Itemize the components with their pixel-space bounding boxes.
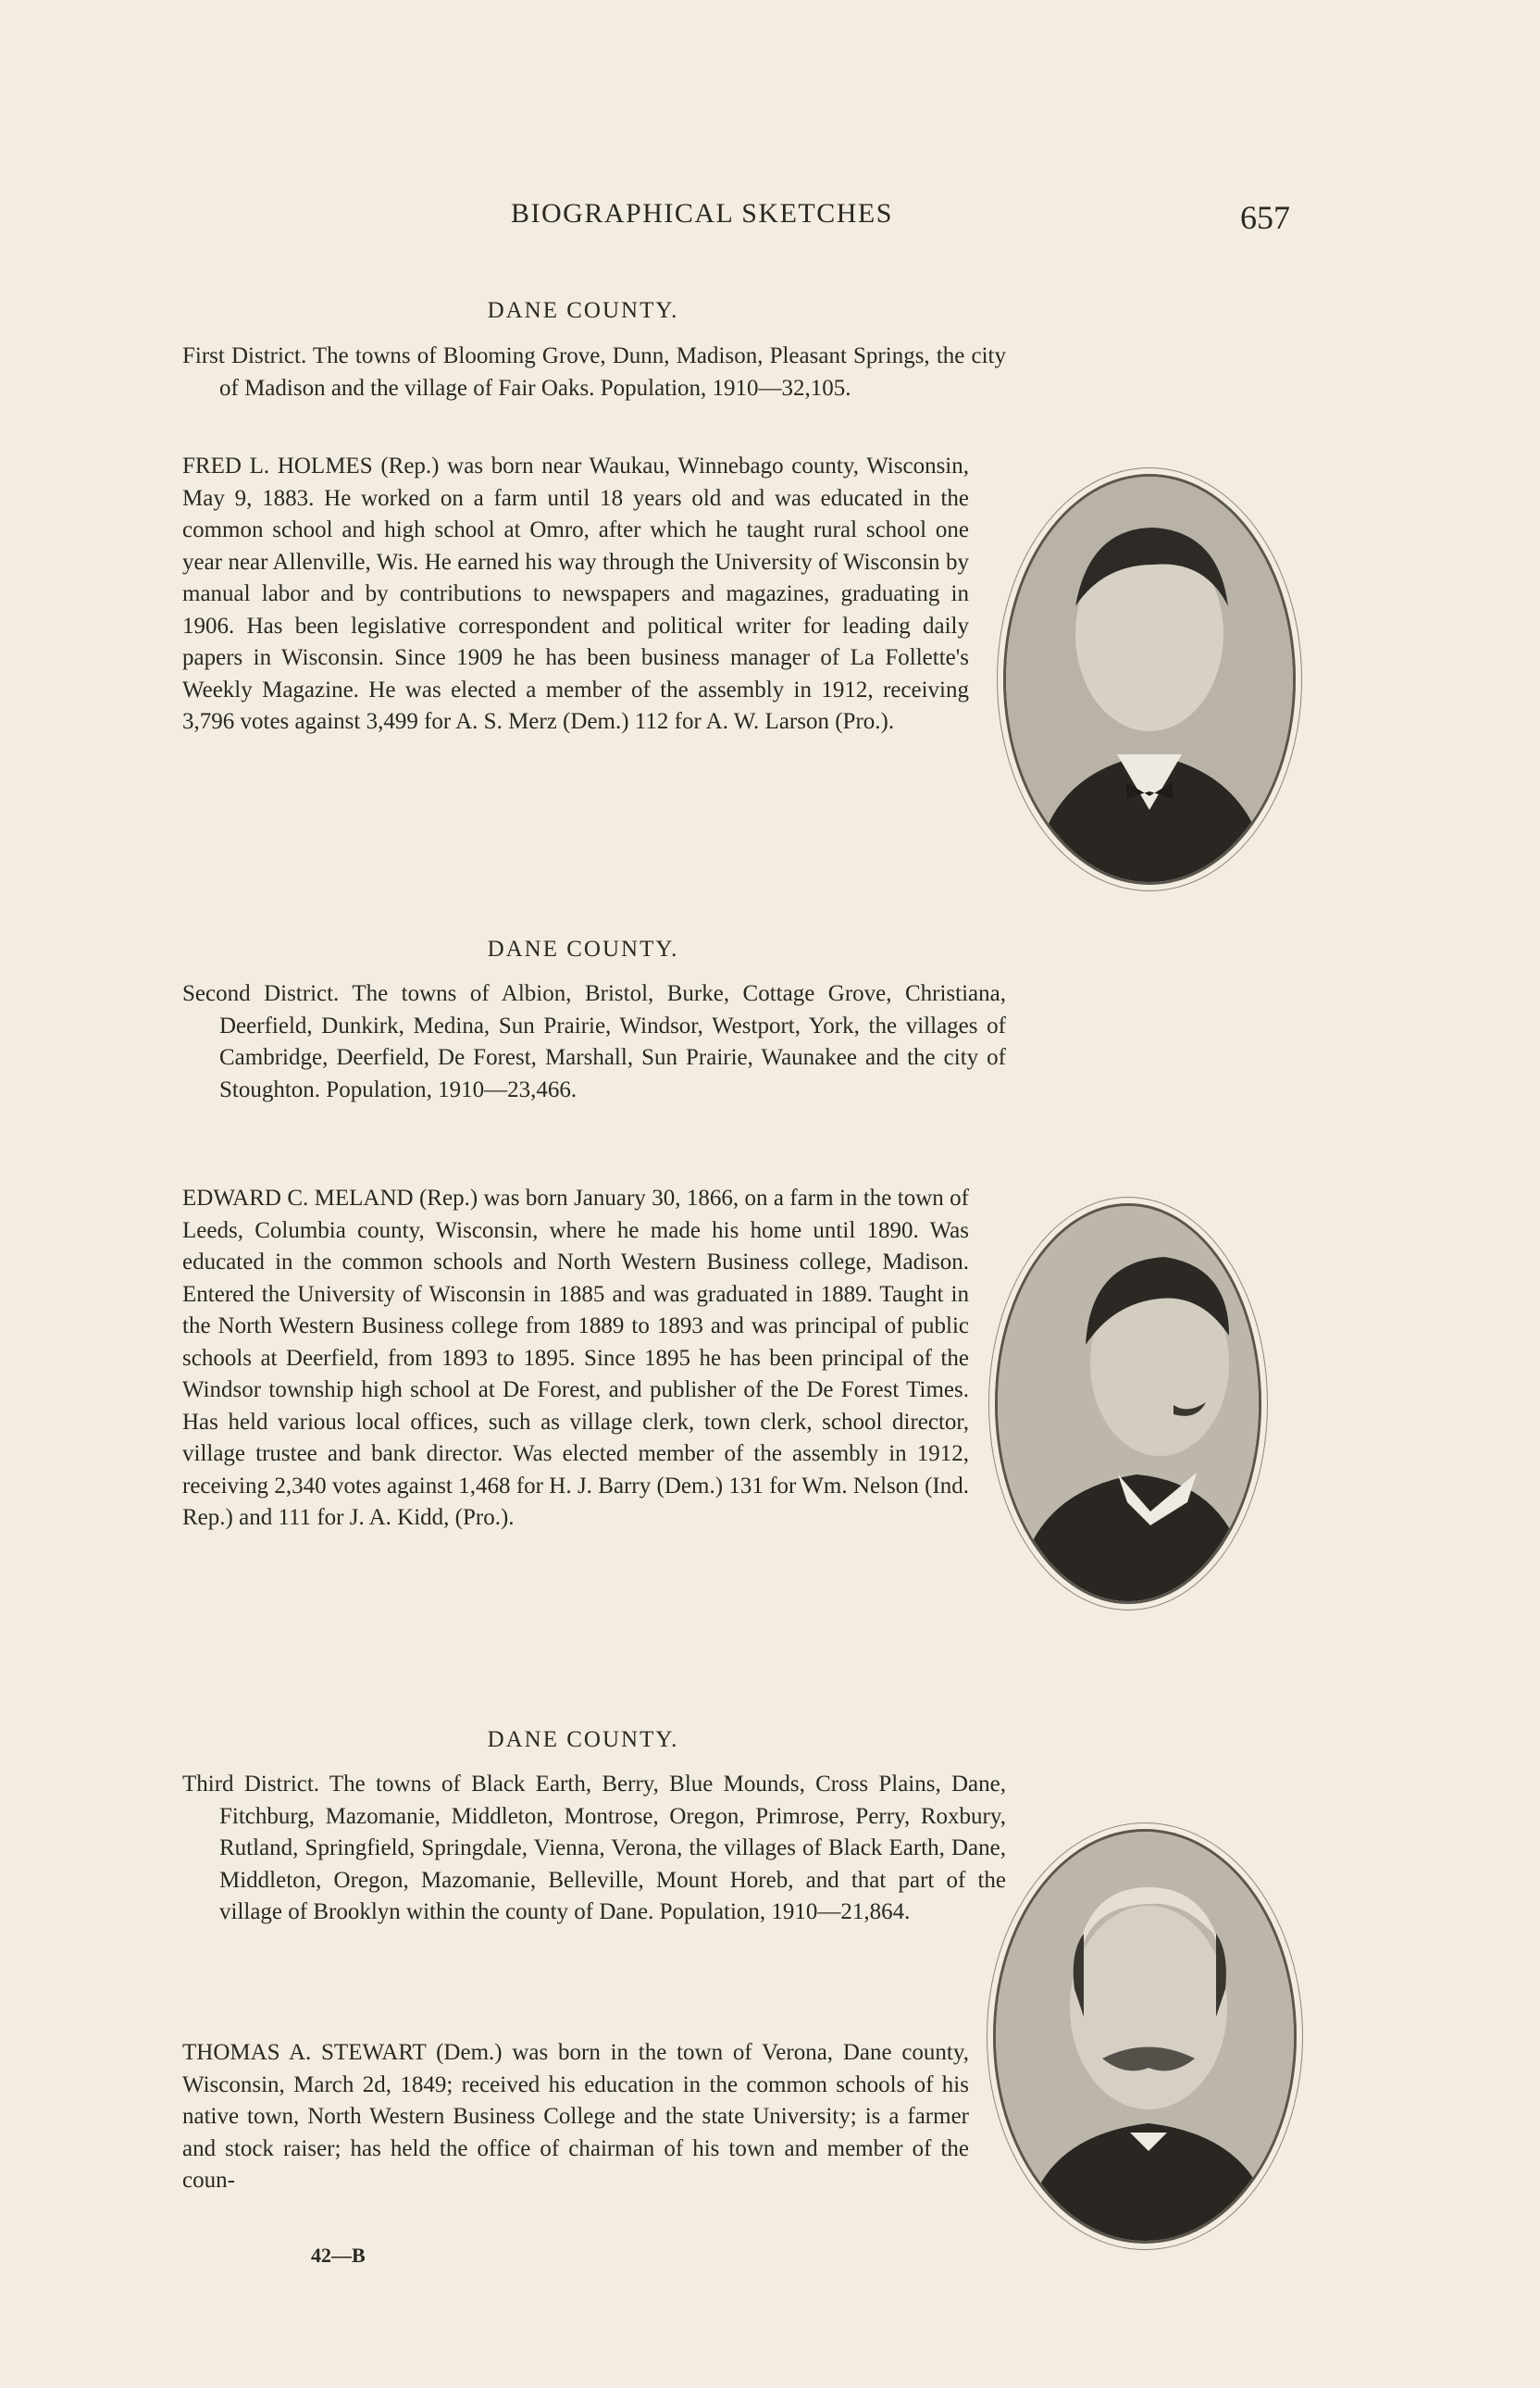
biography-paragraph: THOMAS A. STEWART (Dem.) was born in the town of Verona, Dane county, Wisconsin, March 2d, 1849; received his education in the common schools of his native town, North Western Business College and the state University; is a farmer and stock raiser; has held the office of chairman of his town and member of the coun- <box>182 2040 969 2193</box>
district-description: Second District. The towns of Albion, Bristol, Burke, Cottage Grove, Christiana, Deerfield, Dunkirk, Medina, Sun Prairie, Windsor, Westport, York, the villages of Cambridge, Deerfield, De Forest, Marshall, Sun Prairie, Waunakee and the city of Stoughton. Population, 1910—23,466. <box>182 981 1006 1102</box>
section-heading: DANE COUNTY. <box>487 937 679 962</box>
district-description: Third District. The towns of Black Earth, Berry, Blue Mounds, Cross Plains, Dane, Fitchburg, Mazomanie, Middleton, Montrose, Oregon, Primrose, Perry, Roxbury, Rutland, Springfield, Springdale, Vienna, Verona, the villages of Black Earth, Dane, Middleton, Oregon, Mazomanie, Belleville, Mount Horeb, and that part of the village of Brooklyn within the county of Dane. Population, 1910—21,864. <box>182 1772 1006 1924</box>
page-number: 657 <box>1240 199 1290 236</box>
biography-paragraph: FRED L. HOLMES (Rep.) was born near Waukau, Winnebago county, Wisconsin, May 9, 1883. He worked on a farm until 18 years old and was educated in the common school and high school at Omro, after which he taught rural school one year near Allenville, Wis. He earned his way through the University of Wisconsin by manual labor and by contributions to newspapers and magazines, graduating in 1906. Has been legislative correspondent and political writer for leading daily papers in Wisconsin. Since 1909 he has been business manager of La Follette's Weekly Magazine. He was elected a member of the assembly in 1912, receiving 3,796 votes against 3,499 for A. S. Merz (Dem.) 112 for A. W. Larson (Pro.). <box>182 454 969 734</box>
portrait-photo <box>993 1829 1297 2244</box>
biography-paragraph: EDWARD C. MELAND (Rep.) was born January 30, 1866, on a farm in the town of Leeds, Columbia county, Wisconsin, where he made his home until 1890. Was educated in the common schools and North Western Business college, Madison. Entered the University of Wisconsin in 1885 and was graduated in 1889. Taught in the North Western Business college from 1889 to 1893 and was principal of public schools at Deerfield, from 1893 to 1895. Since 1895 he has been principal of the Windsor township high school at De Forest, and publisher of the De Forest Times. Has held various local offices, such as village clerk, town clerk, school director, village trustee and bank director. Was elected member of the assembly in 1912, receiving 2,340 votes against 1,468 for H. J. Barry (Dem.) 131 for Wm. Nelson (Ind. Rep.) and 111 for J. A. Kidd, (Pro.). <box>182 1186 969 1530</box>
section-heading: DANE COUNTY. <box>487 1727 679 1752</box>
running-title: BIOGRAPHICAL SKETCHES <box>511 198 893 229</box>
portrait-photo <box>1003 474 1296 885</box>
portrait-photo <box>995 1203 1261 1604</box>
printer-signature-mark: 42—B <box>311 2244 366 2267</box>
district-description: First District. The towns of Blooming Grove, Dunn, Madison, Pleasant Springs, the city of Madison and the village of Fair Oaks. Population, 1910—32,105. <box>182 343 1006 401</box>
section-heading: DANE COUNTY. <box>487 298 679 323</box>
